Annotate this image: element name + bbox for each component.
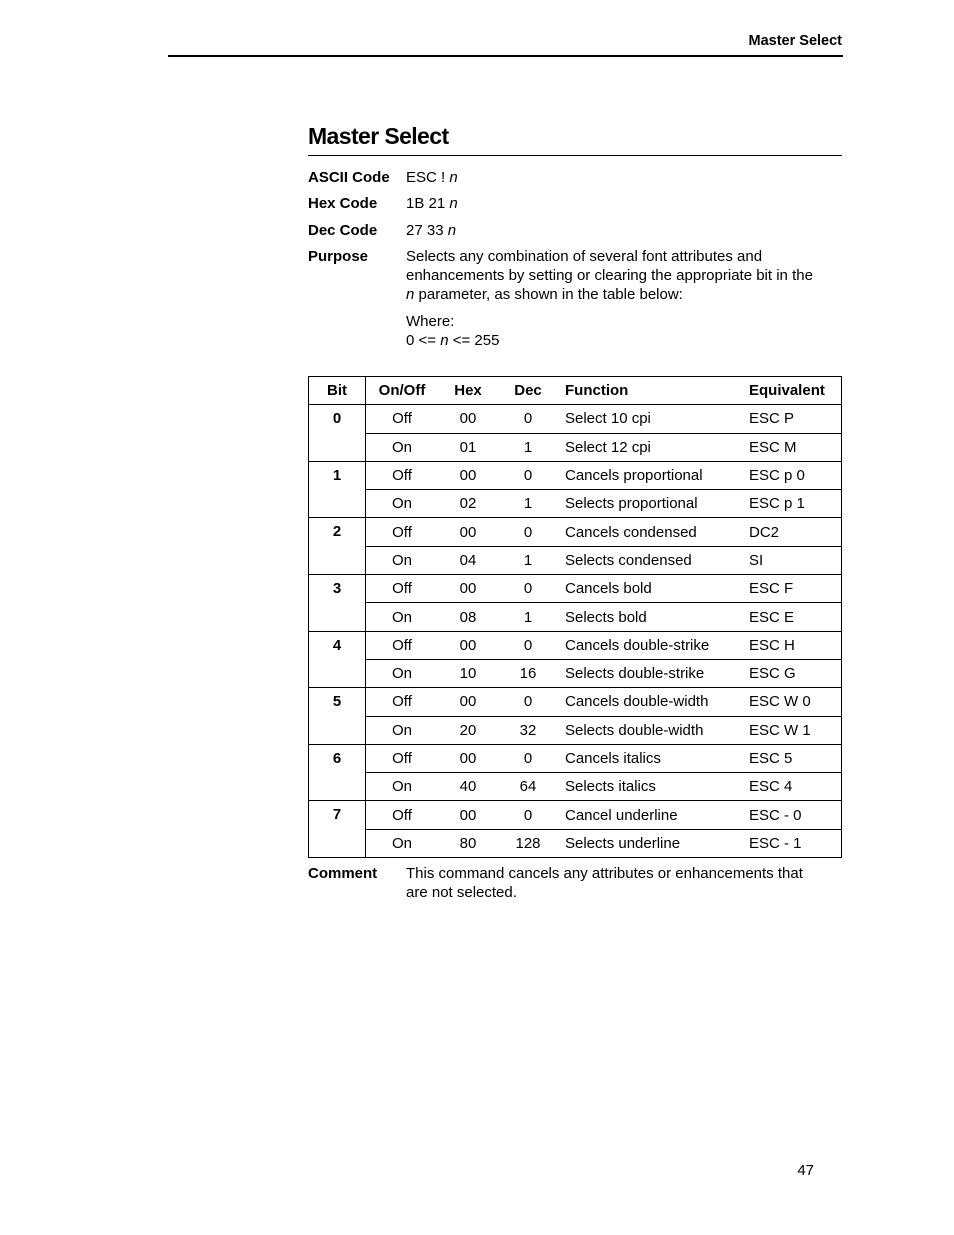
cell-dec: 0: [498, 744, 558, 772]
cell-function: Selects proportional: [558, 490, 742, 518]
cell-bit: 6: [309, 744, 366, 801]
cell-hex: 01: [438, 433, 498, 461]
cell-bit: 0: [309, 405, 366, 462]
cell-equivalent: DC2: [742, 518, 842, 546]
cell-equivalent: ESC W 0: [742, 688, 842, 716]
cell-dec: 16: [498, 659, 558, 687]
cell-hex: 00: [438, 688, 498, 716]
cell-bit: 4: [309, 631, 366, 688]
table-row: [309, 546, 842, 574]
where-suffix: <= 255: [448, 332, 500, 349]
cell-hex: 04: [438, 546, 498, 574]
cell-bit: 2: [309, 518, 366, 575]
cell-onoff: On: [366, 433, 439, 461]
table-row: [309, 518, 842, 546]
table-row: [309, 433, 842, 461]
bit-table: [308, 376, 842, 858]
cell-bit: 5: [309, 688, 366, 745]
comment-line-1: This command cancels any attributes or enhancements that: [406, 865, 803, 882]
cell-onoff: On: [366, 546, 439, 574]
cell-bit: 1: [309, 461, 366, 518]
cell-equivalent: ESC p 0: [742, 461, 842, 489]
table-row: [309, 490, 842, 518]
table-row: [309, 659, 842, 687]
cell-equivalent: ESC W 1: [742, 716, 842, 744]
cell-onoff: On: [366, 773, 439, 801]
cell-onoff: On: [366, 716, 439, 744]
table-row: [309, 575, 842, 603]
header-rule: [168, 55, 843, 57]
table-row: [309, 744, 842, 772]
cell-hex: 00: [438, 518, 498, 546]
cell-equivalent: SI: [742, 546, 842, 574]
cell-hex: 08: [438, 603, 498, 631]
cell-equivalent: ESC 4: [742, 773, 842, 801]
header-bit: Bit: [309, 377, 366, 405]
cell-onoff: Off: [366, 801, 439, 829]
title-rule: [308, 155, 842, 156]
cell-hex: 00: [438, 405, 498, 433]
cell-hex: 10: [438, 659, 498, 687]
cell-dec: 0: [498, 405, 558, 433]
cell-hex: 00: [438, 461, 498, 489]
cell-bit: 7: [309, 801, 366, 858]
header-function: Function: [558, 377, 742, 405]
cell-onoff: Off: [366, 405, 439, 433]
table-row: [309, 829, 842, 857]
header-dec: Dec: [498, 377, 558, 405]
running-header: Master Select: [748, 33, 842, 49]
cell-dec: 0: [498, 688, 558, 716]
purpose-line-1: Selects any combination of several font attributes and: [406, 248, 763, 265]
cell-dec: 0: [498, 461, 558, 489]
purpose-line-3: parameter, as shown in the table below:: [414, 286, 683, 303]
header-hex: Hex: [438, 377, 498, 405]
where-line-1: Where:: [406, 313, 455, 330]
hex-code-prefix: 1B 21: [406, 195, 450, 212]
ascii-code-label: ASCII Code: [308, 169, 390, 186]
hex-code-value: [406, 194, 842, 213]
cell-function: Cancels double-width: [558, 688, 742, 716]
cell-equivalent: ESC G: [742, 659, 842, 687]
cell-equivalent: ESC p 1: [742, 490, 842, 518]
cell-function: Cancels condensed: [558, 518, 742, 546]
cell-hex: 00: [438, 575, 498, 603]
cell-function: Selects double-strike: [558, 659, 742, 687]
cell-dec: 1: [498, 546, 558, 574]
cell-function: Cancels double-strike: [558, 631, 742, 659]
cell-equivalent: ESC - 0: [742, 801, 842, 829]
cell-bit: 3: [309, 575, 366, 632]
cell-function: Selects double-width: [558, 716, 742, 744]
ascii-code-var: n: [449, 169, 458, 186]
cell-function: Selects underline: [558, 829, 742, 857]
cell-function: Cancel underline: [558, 801, 742, 829]
cell-function: Cancels italics: [558, 744, 742, 772]
cell-onoff: Off: [366, 631, 439, 659]
cell-onoff: Off: [366, 575, 439, 603]
cell-onoff: On: [366, 829, 439, 857]
cell-onoff: On: [366, 490, 439, 518]
where-prefix: 0 <=: [406, 332, 441, 349]
table-row: [309, 461, 842, 489]
cell-hex: 40: [438, 773, 498, 801]
cell-hex: 00: [438, 631, 498, 659]
page-number: 47: [797, 1162, 814, 1179]
cell-function: Selects bold: [558, 603, 742, 631]
cell-dec: 0: [498, 518, 558, 546]
cell-equivalent: ESC E: [742, 603, 842, 631]
hex-code-label: Hex Code: [308, 195, 378, 212]
cell-onoff: Off: [366, 744, 439, 772]
cell-equivalent: ESC 5: [742, 744, 842, 772]
dec-code-label: Dec Code: [308, 222, 378, 239]
comment-label: Comment: [308, 865, 378, 882]
cell-dec: 0: [498, 801, 558, 829]
dec-code-var: n: [447, 222, 457, 239]
cell-dec: 1: [498, 603, 558, 631]
section-title: Master Select: [308, 123, 449, 149]
cell-equivalent: ESC M: [742, 433, 842, 461]
cell-function: Cancels proportional: [558, 461, 742, 489]
cell-dec: 128: [498, 829, 558, 857]
where-text: [406, 312, 842, 350]
hex-code-var: n: [449, 195, 458, 212]
cell-function: Selects italics: [558, 773, 742, 801]
cell-equivalent: ESC H: [742, 631, 842, 659]
table-row: [309, 631, 842, 659]
purpose-text: [406, 247, 842, 304]
cell-onoff: Off: [366, 461, 439, 489]
purpose-line-2: enhancements by setting or clearing the appropriate bit in the: [406, 267, 813, 284]
table-row: [309, 405, 842, 433]
cell-onoff: Off: [366, 518, 439, 546]
purpose-label: Purpose: [308, 248, 369, 265]
cell-hex: 02: [438, 490, 498, 518]
cell-dec: 1: [498, 490, 558, 518]
cell-function: Cancels bold: [558, 575, 742, 603]
table-row: [309, 801, 842, 829]
comment-line-2: are not selected.: [406, 884, 517, 901]
cell-onoff: Off: [366, 688, 439, 716]
cell-hex: 00: [438, 801, 498, 829]
purpose-var: n: [406, 286, 415, 303]
where-var: n: [440, 332, 449, 349]
dec-code-value: [406, 221, 842, 240]
cell-function: Select 12 cpi: [558, 433, 742, 461]
dec-code-prefix: 27 33: [406, 222, 448, 239]
ascii-code-value: [406, 168, 842, 187]
cell-equivalent: ESC - 1: [742, 829, 842, 857]
cell-dec: 0: [498, 575, 558, 603]
header-onoff: On/Off: [366, 377, 439, 405]
header-equivalent: Equivalent: [742, 377, 842, 405]
cell-function: Select 10 cpi: [558, 405, 742, 433]
table-header-row: [309, 377, 842, 405]
cell-dec: 64: [498, 773, 558, 801]
cell-onoff: On: [366, 603, 439, 631]
cell-hex: 80: [438, 829, 498, 857]
cell-hex: 20: [438, 716, 498, 744]
table-row: [309, 716, 842, 744]
table-row: [309, 773, 842, 801]
cell-onoff: On: [366, 659, 439, 687]
cell-dec: 1: [498, 433, 558, 461]
cell-hex: 00: [438, 744, 498, 772]
comment-text: [406, 864, 842, 902]
table-body: [309, 405, 842, 858]
cell-equivalent: ESC P: [742, 405, 842, 433]
table-row: [309, 603, 842, 631]
cell-dec: 0: [498, 631, 558, 659]
ascii-code-prefix: ESC !: [406, 169, 450, 186]
table-row: [309, 688, 842, 716]
cell-dec: 32: [498, 716, 558, 744]
cell-equivalent: ESC F: [742, 575, 842, 603]
cell-function: Selects condensed: [558, 546, 742, 574]
